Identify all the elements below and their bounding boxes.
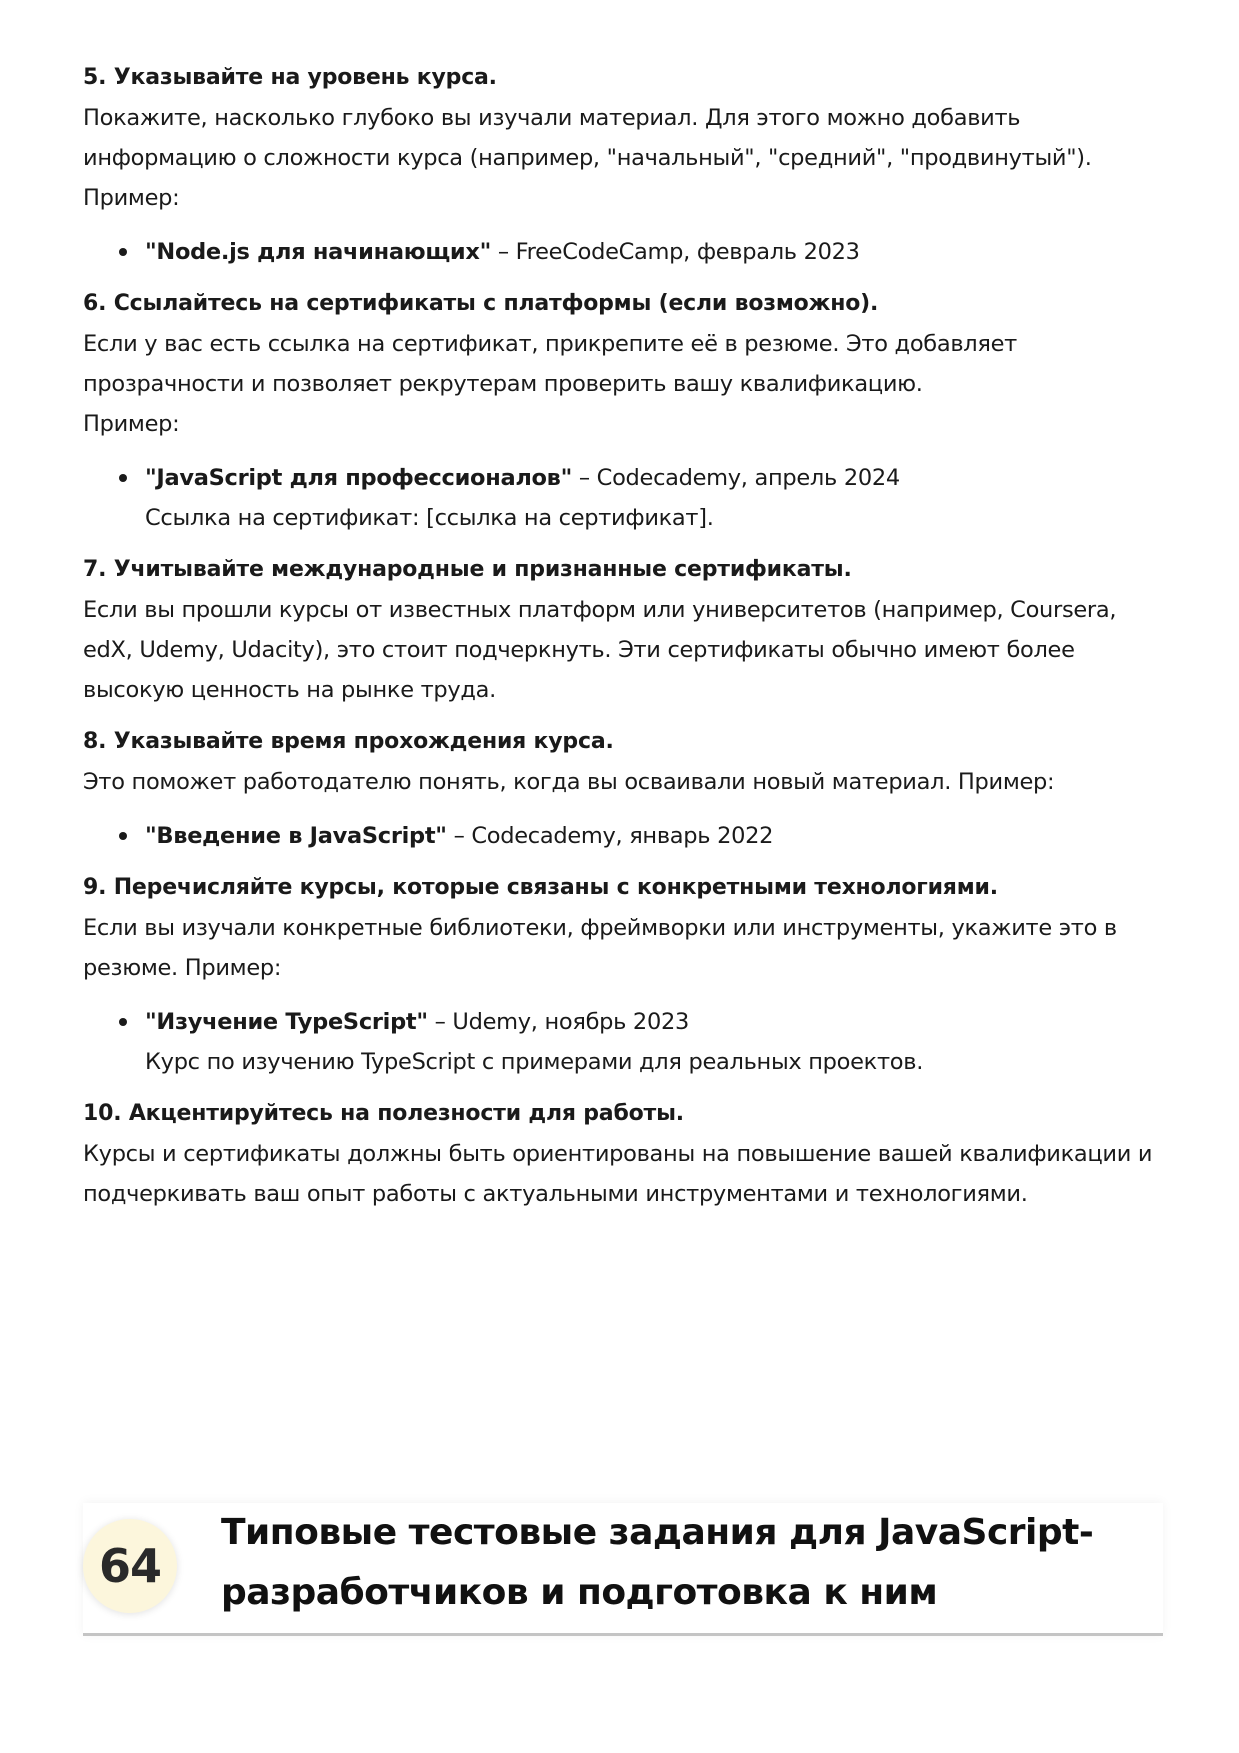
bullet-list <box>83 232 1163 272</box>
item-detail: – FreeCodeCamp, февраль 2023 <box>491 239 860 265</box>
item-title: "Node.js для начинающих" <box>145 239 492 265</box>
section-8 <box>83 722 1163 856</box>
section-title: 10. Акцентируйтесь на полезности для работы. <box>83 1101 684 1126</box>
document-body <box>83 58 1163 1226</box>
item-subtext: Ссылка на сертификат: [ссылка на сертификат]. <box>145 505 714 531</box>
item-title: "Изучение TypeScript" <box>145 1009 428 1035</box>
item-detail: – Codecademy, апрель 2024 <box>572 465 900 491</box>
chapter-number-badge: 64 <box>83 1519 177 1613</box>
section-title: 9. Перечисляйте курсы, которые связаны с конкретными технологиями. <box>83 875 998 900</box>
section-text-example: Пример: <box>83 411 180 437</box>
section-9 <box>83 868 1163 1082</box>
item-title: "Введение в JavaScript" <box>145 823 447 849</box>
chapter-title <box>221 1503 1141 1623</box>
section-7 <box>83 550 1163 710</box>
item-title: "JavaScript для профессионалов" <box>145 465 573 491</box>
section-text: Если у вас есть ссылка на сертификат, прикрепите её в резюме. Это добавляет прозрачности и позволяет рекрутерам проверить вашу квалификацию. <box>83 331 1017 397</box>
bullet-list <box>83 1002 1163 1082</box>
bullet-list <box>83 816 1163 856</box>
section-6 <box>83 284 1163 538</box>
list-item <box>145 232 1163 272</box>
section-title: 7. Учитывайте международные и признанные сертификаты. <box>83 557 852 582</box>
list-item <box>145 458 1163 538</box>
chapter-title-line-1: Типовые тестовые задания для JavaScript- <box>221 1512 1094 1553</box>
item-detail: – Codecademy, январь 2022 <box>446 823 774 849</box>
section-text: Курсы и сертификаты должны быть ориентированы на повышение вашей квалификации и подчеркивать ваш опыт работы с актуальными инструментами и технологиями. <box>83 1141 1153 1207</box>
section-text: Если вы изучали конкретные библиотеки, фреймворки или инструменты, укажите это в резюме. Пример: <box>83 915 1117 981</box>
section-title: 6. Ссылайтесь на сертификаты с платформы (если возможно). <box>83 291 879 316</box>
item-detail: – Udemy, ноябрь 2023 <box>427 1009 689 1035</box>
section-text: Покажите, насколько глубоко вы изучали материал. Для этого можно добавить информацию о сложности курса (например, "начальный", "средний", "продвинутый"). Пример: <box>83 105 1092 211</box>
list-item <box>145 1002 1163 1082</box>
section-title: 8. Указывайте время прохождения курса. <box>83 729 614 754</box>
chapter-heading <box>83 1503 1163 1636</box>
section-10 <box>83 1094 1163 1214</box>
item-subtext: Курс по изучению TypeScript с примерами для реальных проектов. <box>145 1049 924 1075</box>
section-title: 5. Указывайте на уровень курса. <box>83 65 497 90</box>
bullet-list <box>83 458 1163 538</box>
section-5 <box>83 58 1163 272</box>
chapter-title-line-2: разработчиков и подготовка к ним <box>221 1572 938 1613</box>
list-item <box>145 816 1163 856</box>
section-text: Это поможет работодателю понять, когда вы осваивали новый материал. Пример: <box>83 769 1055 795</box>
section-text: Если вы прошли курсы от известных платформ или университетов (например, Coursera, edX, Udemy, Udacity), это стоит подчеркнуть. Эти сертификаты обычно имеют более высокую ценность на рынке труда. <box>83 597 1117 703</box>
